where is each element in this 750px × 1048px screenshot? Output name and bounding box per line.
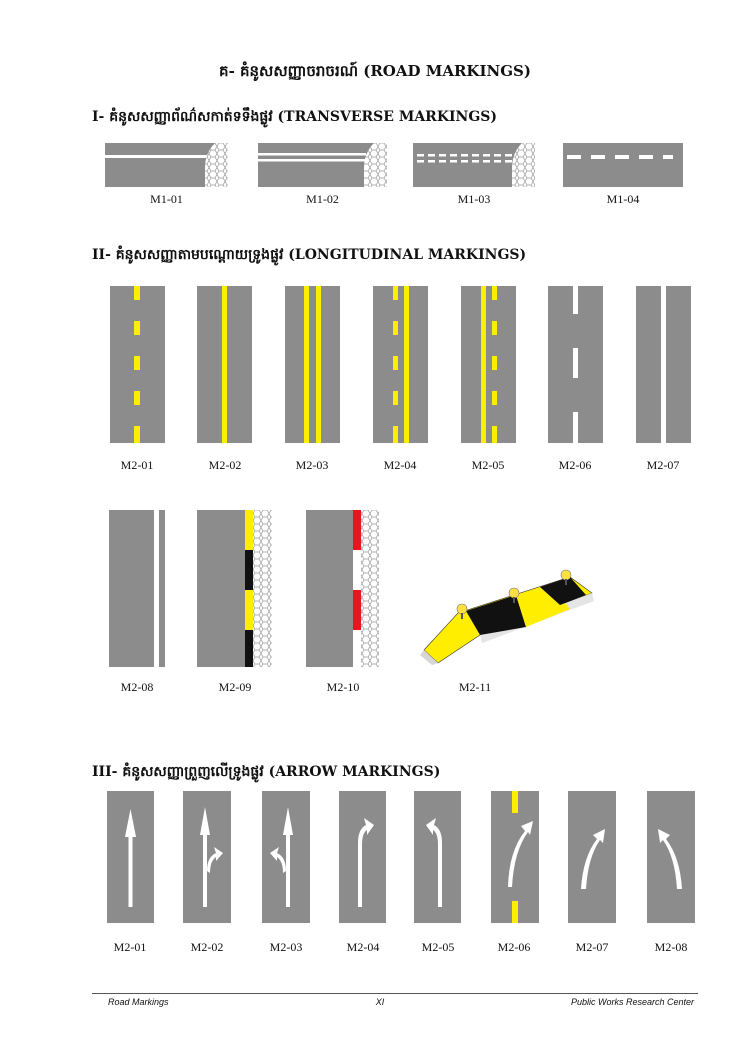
page-title: គ- គំនូសសញ្ញាចរាចរណ៍ (ROAD MARKINGS) bbox=[219, 62, 531, 80]
caption-arrow-m2-08: M2-08 bbox=[654, 940, 688, 954]
median-barrier-m2-11 bbox=[420, 565, 600, 665]
caption-m1-02: M1-02 bbox=[306, 192, 339, 206]
transverse-marking-m1-03 bbox=[413, 143, 535, 187]
section-heading-transverse: I- គំនូសសញ្ញាព័ណ៌សកាត់ទទឹងផ្លូវ (TRANSVERSE MARKINGS) bbox=[92, 109, 498, 125]
longitudinal-marking-m2-02 bbox=[197, 286, 252, 443]
caption-m1-03: M1-03 bbox=[457, 192, 491, 206]
transverse-marking-m1-01 bbox=[105, 143, 228, 187]
longitudinal-marking-m2-05 bbox=[461, 286, 516, 443]
longitudinal-marking-m2-04 bbox=[373, 286, 428, 443]
caption-arrow-m2-03: M2-03 bbox=[269, 940, 303, 954]
arrow-marking-m2-05 bbox=[414, 791, 461, 923]
caption-arrow-m2-01: M2-01 bbox=[113, 940, 147, 954]
caption-m2-09: M2-09 bbox=[218, 680, 252, 694]
caption-m2-01: M2-01 bbox=[120, 458, 154, 472]
longitudinal-marking-m2-09 bbox=[197, 510, 272, 667]
longitudinal-marking-m2-10 bbox=[306, 510, 379, 667]
longitudinal-marking-m2-03 bbox=[285, 286, 340, 443]
caption-arrow-m2-06: M2-06 bbox=[497, 940, 531, 954]
arrow-marking-m2-08 bbox=[647, 791, 695, 923]
caption-arrow-m2-04: M2-04 bbox=[346, 940, 380, 954]
caption-m2-05: M2-05 bbox=[471, 458, 505, 472]
footer-page-number: XI bbox=[375, 997, 385, 1007]
transverse-marking-m1-02 bbox=[258, 143, 387, 187]
footer-right: Public Works Research Center bbox=[570, 997, 694, 1007]
caption-m2-03: M2-03 bbox=[295, 458, 329, 472]
caption-m2-02: M2-02 bbox=[208, 458, 242, 472]
section-heading-arrow: III- គំនូសសញ្ញាព្រួញលើទ្រូងផ្លូវ (ARROW MARKINGS) bbox=[92, 764, 441, 780]
footer-left: Road Markings bbox=[108, 997, 169, 1007]
caption-m2-04: M2-04 bbox=[383, 458, 417, 472]
longitudinal-marking-m2-07 bbox=[636, 286, 691, 443]
caption-arrow-m2-05: M2-05 bbox=[421, 940, 455, 954]
caption-m2-10: M2-10 bbox=[326, 680, 360, 694]
transverse-marking-m1-04 bbox=[563, 143, 683, 187]
footer-rule bbox=[92, 993, 698, 994]
caption-m1-04: M1-04 bbox=[606, 192, 640, 206]
longitudinal-marking-m2-01 bbox=[110, 286, 165, 443]
arrow-marking-m2-02 bbox=[183, 791, 231, 923]
caption-m2-11: M2-11 bbox=[458, 680, 492, 694]
caption-m2-06: M2-06 bbox=[558, 458, 592, 472]
section-heading-longitudinal: II- គំនូសសញ្ញាតាមបណ្តោយទ្រូងផ្លូវ (LONGITUDINAL MARKINGS) bbox=[92, 247, 527, 263]
arrow-marking-m2-06 bbox=[491, 791, 539, 923]
arrow-marking-m2-01 bbox=[107, 791, 154, 923]
arrow-marking-m2-07 bbox=[568, 791, 616, 923]
longitudinal-marking-m2-06 bbox=[548, 286, 603, 443]
caption-m2-08: M2-08 bbox=[120, 680, 154, 694]
caption-arrow-m2-02: M2-02 bbox=[190, 940, 224, 954]
longitudinal-marking-m2-08 bbox=[109, 510, 165, 667]
arrow-marking-m2-04 bbox=[339, 791, 386, 923]
arrow-marking-m2-03 bbox=[262, 791, 310, 923]
caption-arrow-m2-07: M2-07 bbox=[575, 940, 609, 954]
caption-m2-07: M2-07 bbox=[646, 458, 680, 472]
caption-m1-01: M1-01 bbox=[150, 192, 183, 206]
